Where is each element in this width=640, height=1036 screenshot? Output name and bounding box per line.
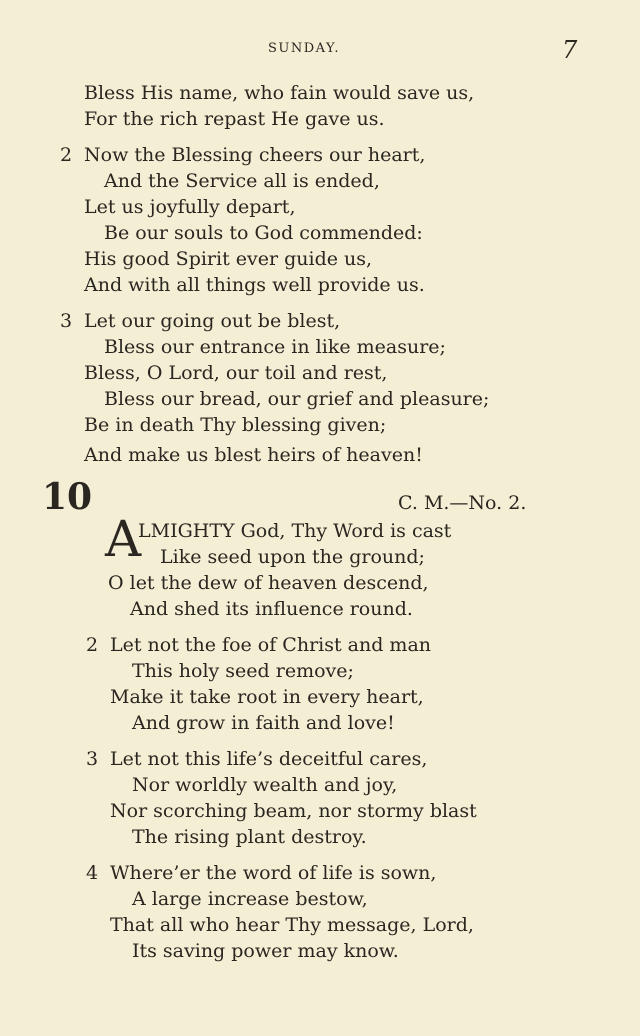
hymn-line: And make us blest heirs of heaven! (84, 444, 423, 466)
verse-number: 3 (60, 310, 73, 332)
hymn-line: And shed its influence round. (130, 598, 413, 620)
hymn-line: Bless our bread, our grief and pleasure; (104, 388, 490, 410)
hymn-line: Be our souls to God commended: (104, 222, 423, 244)
hymn-line: O let the dew of heaven descend, (108, 572, 429, 594)
hymn-line: Its saving power may know. (132, 940, 399, 962)
hymn-line: That all who hear Thy message, Lord, (110, 914, 474, 936)
hymn-line: Make it take root in every heart, (110, 686, 424, 708)
hymn-line: Let not this life’s deceitful cares, (110, 748, 428, 770)
hymn-line: LMIGHTY God, Thy Word is cast (138, 520, 452, 542)
hymn-line: Now the Blessing cheers our heart, (84, 144, 426, 166)
hymn-line: For the rich repast He gave us. (84, 108, 385, 130)
hymn-line: Bless His name, who fain would save us, (84, 82, 475, 104)
page-number: 7 (562, 36, 578, 64)
hymn-line: Let not the foe of Christ and man (110, 634, 432, 656)
hymn-number: 10 (42, 476, 93, 518)
running-title: SUNDAY. (268, 41, 341, 56)
hymn-line: Bless, O Lord, our toil and rest, (84, 362, 388, 384)
verse-number: 2 (86, 634, 99, 656)
hymn-line: And grow in faith and love! (132, 712, 395, 734)
hymn-line: And the Service all is ended, (104, 170, 380, 192)
hymn-line: Let our going out be blest, (84, 310, 341, 332)
hymn-line: Let us joyfully depart, (84, 196, 296, 218)
hymn-line: The rising plant destroy. (132, 826, 367, 848)
hymn-line: Nor worldly wealth and joy, (132, 774, 398, 796)
verse-number: 3 (86, 748, 99, 770)
hymn-line: A large increase bestow, (132, 888, 368, 910)
hymn-line: Where’er the word of life is sown, (110, 862, 437, 884)
hymn-line: Be in death Thy blessing given; (84, 414, 387, 436)
drop-cap: A (105, 510, 142, 568)
hymn-line: Like seed upon the ground; (160, 546, 425, 568)
verse-number: 4 (86, 862, 99, 884)
hymn-line: This holy seed remove; (132, 660, 354, 682)
hymn-meter: C. M.—No. 2. (398, 492, 527, 514)
verse-number: 2 (60, 144, 73, 166)
hymn-line: Nor scorching beam, nor stormy blast (110, 800, 477, 822)
hymn-line: His good Spirit ever guide us, (84, 248, 373, 270)
hymn-line: And with all things well provide us. (84, 274, 425, 296)
hymn-line: Bless our entrance in like measure; (104, 336, 446, 358)
